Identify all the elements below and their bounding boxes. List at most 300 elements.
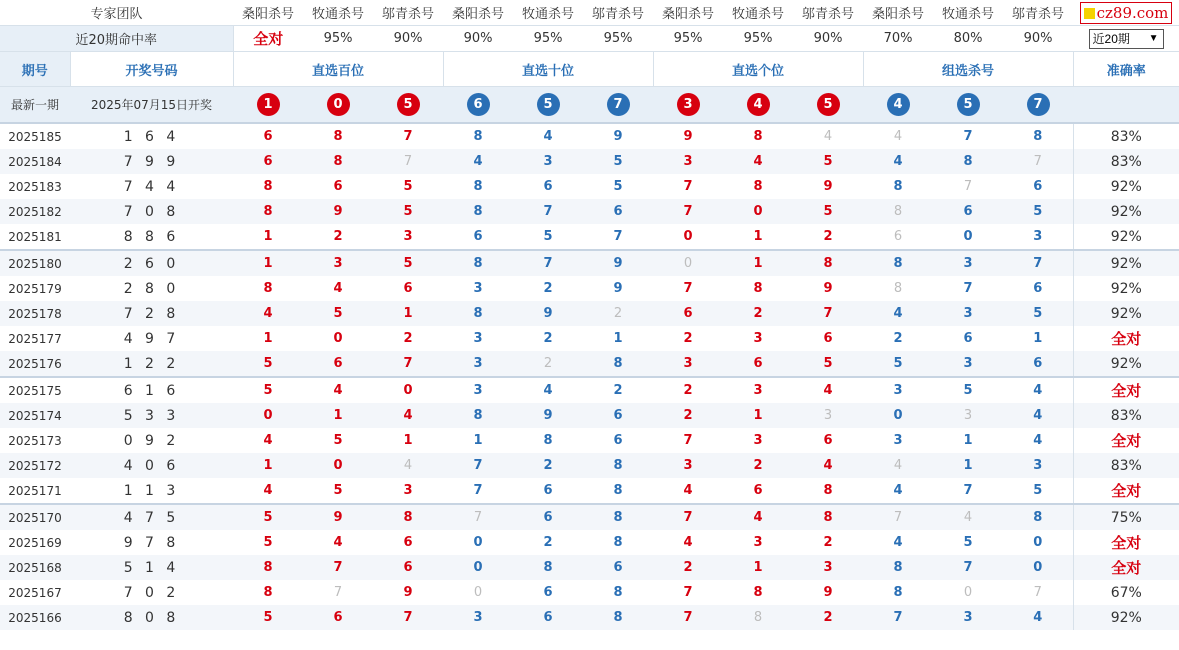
table-row xyxy=(0,276,1179,301)
issue-number: 2025184 xyxy=(0,149,70,174)
table-row xyxy=(0,149,1179,174)
latest-ball: 5 xyxy=(537,93,560,116)
kill-number: 3 xyxy=(753,331,763,346)
kill-number: 8 xyxy=(233,555,303,580)
hit-rate-value: 80% xyxy=(933,26,1003,52)
kill-number: 8 xyxy=(863,250,933,276)
draw-number: 1 6 4 xyxy=(123,128,180,145)
kill-number: 3 xyxy=(653,453,723,478)
kill-number: 2 xyxy=(543,331,553,346)
kill-number: 8 xyxy=(263,281,273,296)
kill-number: 6 xyxy=(613,433,623,448)
kill-number: 2 xyxy=(893,331,903,346)
kill-number: 4 xyxy=(333,281,343,296)
kill-number: 7 xyxy=(683,281,693,296)
issue-number: 2025169 xyxy=(8,535,62,550)
accuracy-value: 83% xyxy=(1073,403,1179,428)
issue-number: 2025174 xyxy=(0,403,70,428)
kill-number: 3 xyxy=(933,403,1003,428)
table-row xyxy=(0,377,1179,403)
kill-number: 5 xyxy=(233,377,303,403)
kill-number: 6 xyxy=(933,199,1003,224)
kill-number: 9 xyxy=(583,250,653,276)
kill-number: 6 xyxy=(513,605,583,630)
kill-number: 5 xyxy=(303,301,373,326)
kill-number: 7 xyxy=(863,605,933,630)
kill-number: 8 xyxy=(1003,504,1073,530)
table-row xyxy=(0,326,1179,351)
table-row xyxy=(0,174,1179,199)
accuracy-value: 92% xyxy=(1073,224,1179,250)
latest-ball: 5 xyxy=(397,93,420,116)
issue-number: 2025180 xyxy=(0,250,70,276)
kill-number: 2 xyxy=(793,605,863,630)
kill-number: 2 xyxy=(583,301,653,326)
kill-number: 2 xyxy=(823,229,833,244)
kill-number: 8 xyxy=(893,281,903,296)
header-units: 直选个位 xyxy=(653,52,863,87)
draw-number: 5 1 4 xyxy=(70,555,233,580)
kill-number: 7 xyxy=(513,199,583,224)
kill-number: 7 xyxy=(933,555,1003,580)
draw-number: 1 1 3 xyxy=(123,482,180,499)
kill-number: 7 xyxy=(333,585,343,600)
hit-rate-value: 95% xyxy=(653,26,723,52)
kill-number: 8 xyxy=(753,129,763,144)
kill-number: 4 xyxy=(263,483,273,498)
expert-name[interactable]: 邬青杀号 xyxy=(793,0,863,26)
kill-number: 2 xyxy=(543,281,553,296)
kill-number: 7 xyxy=(653,605,723,630)
kill-number: 8 xyxy=(443,301,513,326)
issue-number: 2025182 xyxy=(0,199,70,224)
latest-ball: 4 xyxy=(747,93,770,116)
latest-ball: 0 xyxy=(327,93,350,116)
kill-number: 0 xyxy=(473,585,483,600)
kill-number: 0 xyxy=(963,585,973,600)
issue-number: 2025177 xyxy=(8,331,62,346)
kill-number: 8 xyxy=(753,281,763,296)
kill-number: 3 xyxy=(1033,229,1043,244)
latest-ball-cell xyxy=(653,87,723,124)
kill-number: 3 xyxy=(443,605,513,630)
kill-number: 9 xyxy=(613,129,623,144)
issue-number: 2025183 xyxy=(8,179,62,194)
draw-number: 5 3 3 xyxy=(70,403,233,428)
header-group: 组选杀号 xyxy=(863,52,1073,87)
kill-number: 7 xyxy=(683,585,693,600)
expert-name[interactable]: 桑阳杀号 xyxy=(443,0,513,26)
kill-number: 7 xyxy=(683,179,693,194)
kill-number: 6 xyxy=(333,179,343,194)
kill-number: 7 xyxy=(443,453,513,478)
kill-number: 3 xyxy=(443,351,513,377)
kill-number: 8 xyxy=(583,453,653,478)
kill-number: 5 xyxy=(1003,301,1073,326)
kill-number: 7 xyxy=(963,281,973,296)
kill-number: 7 xyxy=(1003,149,1073,174)
kill-number: 3 xyxy=(403,483,413,498)
kill-number: 4 xyxy=(513,377,583,403)
latest-ball-cell xyxy=(443,87,513,124)
kill-number: 6 xyxy=(473,229,483,244)
kill-number: 0 xyxy=(233,403,303,428)
kill-number: 3 xyxy=(793,555,863,580)
logo-square-icon xyxy=(1084,8,1095,19)
kill-number: 1 xyxy=(373,301,443,326)
kill-number: 2 xyxy=(333,229,343,244)
latest-ball-cell xyxy=(933,87,1003,124)
latest-accuracy-empty xyxy=(1073,87,1179,124)
kill-number: 7 xyxy=(683,433,693,448)
kill-number: 9 xyxy=(513,301,583,326)
kill-number: 8 xyxy=(793,250,863,276)
kill-number: 5 xyxy=(403,179,413,194)
kill-number: 6 xyxy=(513,504,583,530)
accuracy-value: 全对 xyxy=(1073,428,1179,453)
table-row xyxy=(0,453,1179,478)
expert-name[interactable]: 邬青杀号 xyxy=(373,0,443,26)
kill-number: 6 xyxy=(583,403,653,428)
kill-number: 4 xyxy=(683,535,693,550)
kill-number: 7 xyxy=(513,250,583,276)
kill-number: 3 xyxy=(753,535,763,550)
kill-number: 1 xyxy=(753,229,763,244)
kill-number: 6 xyxy=(303,351,373,377)
kill-number: 7 xyxy=(653,199,723,224)
accuracy-value: 83% xyxy=(1073,149,1179,174)
kill-number: 2 xyxy=(653,403,723,428)
kill-number: 3 xyxy=(1003,453,1073,478)
kill-number: 0 xyxy=(473,535,483,550)
kill-number: 0 xyxy=(683,229,693,244)
table-row xyxy=(0,428,1179,453)
kill-number: 6 xyxy=(373,555,443,580)
issue-number: 2025173 xyxy=(8,433,62,448)
logo-text: cz89.com xyxy=(1096,3,1169,22)
draw-number: 7 4 4 xyxy=(123,178,180,195)
draw-number: 0 9 2 xyxy=(123,432,180,449)
draw-number: 7 0 2 xyxy=(123,584,180,601)
site-logo-cell[interactable] xyxy=(1073,0,1179,26)
kill-number: 0 xyxy=(653,250,723,276)
table-row xyxy=(0,199,1179,224)
hit-rate-value: 90% xyxy=(373,26,443,52)
kill-number: 5 xyxy=(233,605,303,630)
expert-name[interactable]: 牧通杀号 xyxy=(513,0,583,26)
kill-number: 1 xyxy=(613,331,623,346)
kill-number: 2 xyxy=(543,535,553,550)
kill-number: 0 xyxy=(963,229,973,244)
kill-number: 4 xyxy=(1003,377,1073,403)
kill-number: 8 xyxy=(863,199,933,224)
kill-number: 6 xyxy=(1033,179,1043,194)
kill-number: 4 xyxy=(233,301,303,326)
kill-number: 6 xyxy=(1033,281,1043,296)
expert-name[interactable]: 桑阳杀号 xyxy=(233,0,303,26)
kill-number: 5 xyxy=(1003,199,1073,224)
kill-number: 4 xyxy=(1003,403,1073,428)
kill-number: 8 xyxy=(823,483,833,498)
table-row xyxy=(0,580,1179,605)
kill-number: 1 xyxy=(1033,331,1043,346)
kill-number: 8 xyxy=(443,403,513,428)
kill-number: 8 xyxy=(893,585,903,600)
expert-row xyxy=(0,0,1179,26)
accuracy-value: 全对 xyxy=(1073,555,1179,580)
kill-number: 4 xyxy=(443,149,513,174)
latest-ball: 6 xyxy=(467,93,490,116)
latest-ball: 7 xyxy=(1027,93,1050,116)
kill-number: 6 xyxy=(303,605,373,630)
kill-number: 9 xyxy=(513,403,583,428)
kill-number: 8 xyxy=(443,250,513,276)
kill-number: 5 xyxy=(583,149,653,174)
expert-name[interactable]: 桑阳杀号 xyxy=(863,0,933,26)
kill-number: 5 xyxy=(233,504,303,530)
hit-rate-label: 近20期命中率 xyxy=(0,26,233,52)
hit-rate-value: 全对 xyxy=(233,26,303,52)
expert-name[interactable]: 牧通杀号 xyxy=(723,0,793,26)
kill-number: 8 xyxy=(583,351,653,377)
hit-rate-value: 90% xyxy=(793,26,863,52)
kill-number: 9 xyxy=(613,281,623,296)
kill-number: 9 xyxy=(303,199,373,224)
kill-number: 5 xyxy=(793,199,863,224)
kill-number: 7 xyxy=(1003,250,1073,276)
latest-label: 最新一期 xyxy=(0,87,70,124)
kill-number: 3 xyxy=(473,281,483,296)
latest-ball-cell xyxy=(373,87,443,124)
kill-number: 3 xyxy=(933,301,1003,326)
kill-number: 1 xyxy=(263,331,273,346)
kill-number: 5 xyxy=(933,377,1003,403)
kill-number: 9 xyxy=(303,504,373,530)
kill-number: 6 xyxy=(823,331,833,346)
kill-number: 6 xyxy=(543,585,553,600)
kill-number: 0 xyxy=(863,403,933,428)
kill-number: 3 xyxy=(933,351,1003,377)
kill-number: 4 xyxy=(373,403,443,428)
kill-number: 2 xyxy=(513,453,583,478)
kill-number: 8 xyxy=(233,199,303,224)
accuracy-value: 75% xyxy=(1073,504,1179,530)
accuracy-value: 67% xyxy=(1073,580,1179,605)
kill-number: 5 xyxy=(613,179,623,194)
kill-number: 7 xyxy=(793,301,863,326)
kill-number: 5 xyxy=(333,433,343,448)
column-header-row xyxy=(0,52,1179,87)
kill-number: 2 xyxy=(723,453,793,478)
draw-number: 7 9 9 xyxy=(70,149,233,174)
kill-number: 3 xyxy=(443,377,513,403)
draw-number: 6 1 6 xyxy=(70,377,233,403)
kill-number: 7 xyxy=(303,555,373,580)
kill-number: 8 xyxy=(543,433,553,448)
hit-rate-row xyxy=(0,26,1179,52)
kill-number: 6 xyxy=(543,179,553,194)
header-issue: 期号 xyxy=(0,52,70,87)
accuracy-value: 全对 xyxy=(1073,530,1179,555)
kill-number: 4 xyxy=(723,504,793,530)
kill-number: 3 xyxy=(403,229,413,244)
kill-number: 1 xyxy=(233,453,303,478)
kill-number: 3 xyxy=(653,351,723,377)
kill-number: 4 xyxy=(893,483,903,498)
kill-number: 8 xyxy=(473,129,483,144)
kill-number: 3 xyxy=(893,433,903,448)
hit-rate-value: 70% xyxy=(863,26,933,52)
kill-number: 0 xyxy=(1033,535,1043,550)
kill-number: 3 xyxy=(933,250,1003,276)
kill-number: 9 xyxy=(403,585,413,600)
draw-number: 2 8 0 xyxy=(123,280,180,297)
header-hundreds: 直选百位 xyxy=(233,52,443,87)
kill-number: 7 xyxy=(443,504,513,530)
kill-number: 1 xyxy=(233,250,303,276)
kill-number: 6 xyxy=(653,301,723,326)
issue-number: 2025175 xyxy=(0,377,70,403)
accuracy-value: 92% xyxy=(1073,301,1179,326)
issue-number: 2025171 xyxy=(8,483,62,498)
kill-number: 4 xyxy=(863,149,933,174)
draw-number: 2 6 0 xyxy=(70,250,233,276)
kill-number: 8 xyxy=(613,535,623,550)
latest-ball-cell xyxy=(793,87,863,124)
accuracy-value: 92% xyxy=(1073,199,1179,224)
latest-ball-cell xyxy=(513,87,583,124)
kill-number: 5 xyxy=(263,535,273,550)
kill-number: 8 xyxy=(753,179,763,194)
kill-number: 7 xyxy=(373,351,443,377)
kill-number: 6 xyxy=(823,433,833,448)
kill-number: 0 xyxy=(373,377,443,403)
kill-number: 6 xyxy=(723,351,793,377)
kill-number: 0 xyxy=(443,555,513,580)
accuracy-value: 全对 xyxy=(1073,478,1179,504)
kill-number: 6 xyxy=(403,281,413,296)
issue-number: 2025181 xyxy=(8,229,62,244)
hit-rate-value: 95% xyxy=(583,26,653,52)
kill-number: 5 xyxy=(373,250,443,276)
latest-ball: 1 xyxy=(257,93,280,116)
kill-number: 4 xyxy=(303,377,373,403)
kill-number: 7 xyxy=(963,129,973,144)
expert-name[interactable]: 邬青杀号 xyxy=(1003,0,1073,26)
hit-rate-value: 90% xyxy=(1003,26,1073,52)
kill-number: 2 xyxy=(723,301,793,326)
kill-number: 1 xyxy=(963,433,973,448)
period-select[interactable]: 近20期 ▼ xyxy=(1089,29,1164,49)
table-row xyxy=(0,403,1179,428)
kill-number: 5 xyxy=(793,351,863,377)
kill-number: 7 xyxy=(1033,585,1042,600)
table-row xyxy=(0,250,1179,276)
kill-number: 1 xyxy=(933,453,1003,478)
header-tens: 直选十位 xyxy=(443,52,653,87)
latest-ball: 4 xyxy=(887,93,910,116)
kill-number: 0 xyxy=(303,453,373,478)
kill-number: 8 xyxy=(263,179,273,194)
kill-number: 7 xyxy=(963,483,973,498)
table-row xyxy=(0,478,1179,504)
hit-rate-value: 95% xyxy=(303,26,373,52)
latest-ball-cell xyxy=(583,87,653,124)
kill-number: 9 xyxy=(683,129,693,144)
kill-number: 8 xyxy=(723,605,793,630)
kill-number: 7 xyxy=(613,229,623,244)
draw-number: 7 2 8 xyxy=(70,301,233,326)
kill-number: 3 xyxy=(653,149,723,174)
kill-number: 7 xyxy=(373,149,443,174)
issue-number: 2025168 xyxy=(0,555,70,580)
header-draw: 开奖号码 xyxy=(70,52,233,87)
kill-number: 5 xyxy=(863,351,933,377)
table-row xyxy=(0,530,1179,555)
kill-number: 8 xyxy=(583,504,653,530)
table-row xyxy=(0,351,1179,377)
kill-number: 2 xyxy=(583,377,653,403)
expert-name[interactable]: 牧通杀号 xyxy=(303,0,373,26)
kill-number: 4 xyxy=(723,149,793,174)
kill-number: 6 xyxy=(963,331,973,346)
issue-number: 2025167 xyxy=(8,585,62,600)
table-row xyxy=(0,555,1179,580)
kill-number: 3 xyxy=(863,377,933,403)
latest-date: 2025年07月15日开奖 xyxy=(70,87,233,124)
kill-number: 6 xyxy=(263,129,273,144)
kill-number: 2 xyxy=(653,555,723,580)
draw-number: 4 7 5 xyxy=(70,504,233,530)
latest-ball: 5 xyxy=(957,93,980,116)
issue-number: 2025170 xyxy=(0,504,70,530)
expert-name[interactable]: 邬青杀号 xyxy=(583,0,653,26)
draw-number: 9 7 8 xyxy=(123,534,180,551)
kill-number: 8 xyxy=(473,179,483,194)
kill-number: 5 xyxy=(543,229,553,244)
kill-number: 7 xyxy=(373,605,443,630)
draw-number: 4 9 7 xyxy=(123,330,180,347)
kill-number: 3 xyxy=(513,149,583,174)
kill-number: 1 xyxy=(473,433,483,448)
expert-name[interactable]: 桑阳杀号 xyxy=(653,0,723,26)
accuracy-value: 92% xyxy=(1073,250,1179,276)
kill-number: 0 xyxy=(333,331,343,346)
kill-number: 8 xyxy=(333,129,343,144)
chevron-down-icon: ▼ xyxy=(1148,32,1159,44)
kill-number: 0 xyxy=(723,199,793,224)
accuracy-value: 83% xyxy=(1073,123,1179,149)
expert-name[interactable]: 牧通杀号 xyxy=(933,0,1003,26)
kill-number: 6 xyxy=(233,149,303,174)
kill-number: 7 xyxy=(403,129,413,144)
kill-number: 4 xyxy=(373,453,443,478)
draw-number: 8 8 6 xyxy=(123,228,180,245)
accuracy-value: 83% xyxy=(1073,453,1179,478)
kill-number: 3 xyxy=(793,403,863,428)
kill-number: 6 xyxy=(893,229,903,244)
kill-number: 9 xyxy=(823,179,833,194)
site-logo[interactable] xyxy=(1080,2,1173,24)
kill-number: 8 xyxy=(303,149,373,174)
kill-number: 8 xyxy=(933,149,1003,174)
draw-number: 7 0 8 xyxy=(70,199,233,224)
accuracy-value: 全对 xyxy=(1073,326,1179,351)
kill-number: 4 xyxy=(543,129,553,144)
kill-number: 1 xyxy=(723,403,793,428)
latest-ball-cell xyxy=(303,87,373,124)
table-row xyxy=(0,224,1179,250)
